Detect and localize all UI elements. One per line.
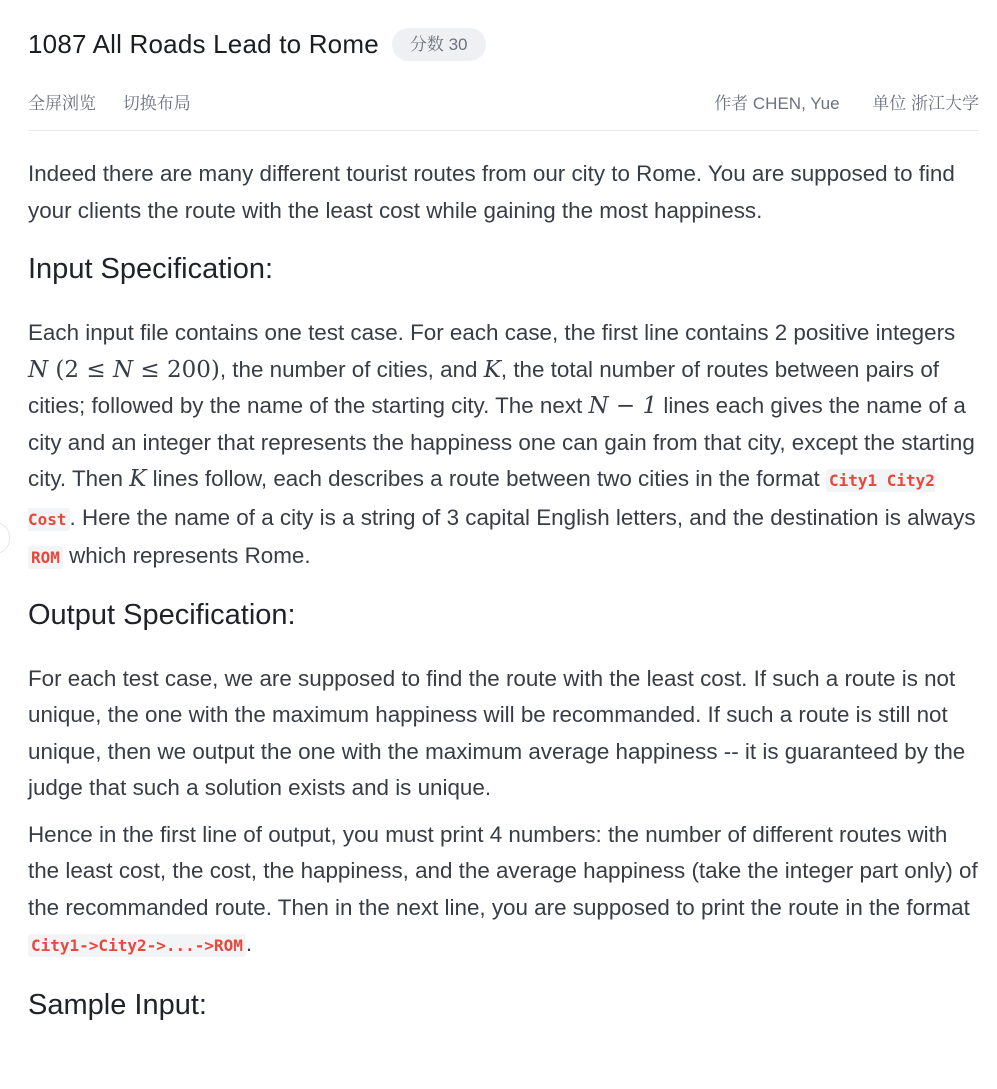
score-badge: 分数 30 <box>392 28 486 61</box>
problem-content <box>28 156 979 1027</box>
output-spec-heading: Output Specification: <box>28 598 296 631</box>
input-spec-paragraph: Each input file contains one test case. For each case, the first line contains 2 positive integers N (2 ≤ N ≤ 200), the number of cities, and K, the total number of routes between pairs of cities; followed by the name of the starting city. The next N − 1 lines each gives the name of a city and an integer that represents the happiness one can gain from that city, except the starting city. Then K lines follow, each describes a route between two cities in the format City1 City2 Cost . Here the name of a city is a string of 3 capital English letters, and the destination is always ROM which represents Rome. <box>28 320 976 568</box>
author-label: 作者 CHEN, Yue <box>714 93 840 113</box>
output-format-code: City1->City2->...->ROM <box>28 934 246 957</box>
side-panel-handle[interactable] <box>0 522 10 554</box>
route-format-code: City1 City2 Cost <box>28 471 935 529</box>
title-row <box>28 0 979 88</box>
divider <box>28 130 979 131</box>
meta-row <box>28 88 979 114</box>
input-spec-heading: Input Specification: <box>28 253 274 285</box>
output-spec-paragraph-1: For each test case, we are supposed to find the route with the least cost. If such a route is not unique, the one with the maximum happiness will be recommanded. If such a route is still not unique, then we output the one with the maximum average happiness -- it is guaranteed by the judge that such a solution exists and is unique. <box>28 665 966 800</box>
rom-code: ROM <box>28 546 63 569</box>
unit-label: 单位 浙江大学 <box>872 93 979 113</box>
intro-paragraph: Indeed there are many different tourist routes from our city to Rome. You are supposed to find your clients the route with the least cost while gaining the most happiness. <box>28 161 955 223</box>
output-spec-paragraph-2: Hence in the first line of output, you must print 4 numbers: the number of different routes with the least cost, the cost, the happiness, and the average happiness (take the integer part only) of the recommanded route. Then in the next line, you are supposed to print the route in the format City1->City2->...->ROM . <box>28 821 978 956</box>
problem-title: 1087 All Roads Lead to Rome <box>28 28 379 59</box>
fullscreen-button[interactable]: 全屏浏览 <box>28 93 96 113</box>
problem-page <box>28 0 979 1027</box>
toggle-layout-button[interactable]: 切换布局 <box>122 93 191 113</box>
sample-input-heading: Sample Input: <box>28 988 207 1021</box>
